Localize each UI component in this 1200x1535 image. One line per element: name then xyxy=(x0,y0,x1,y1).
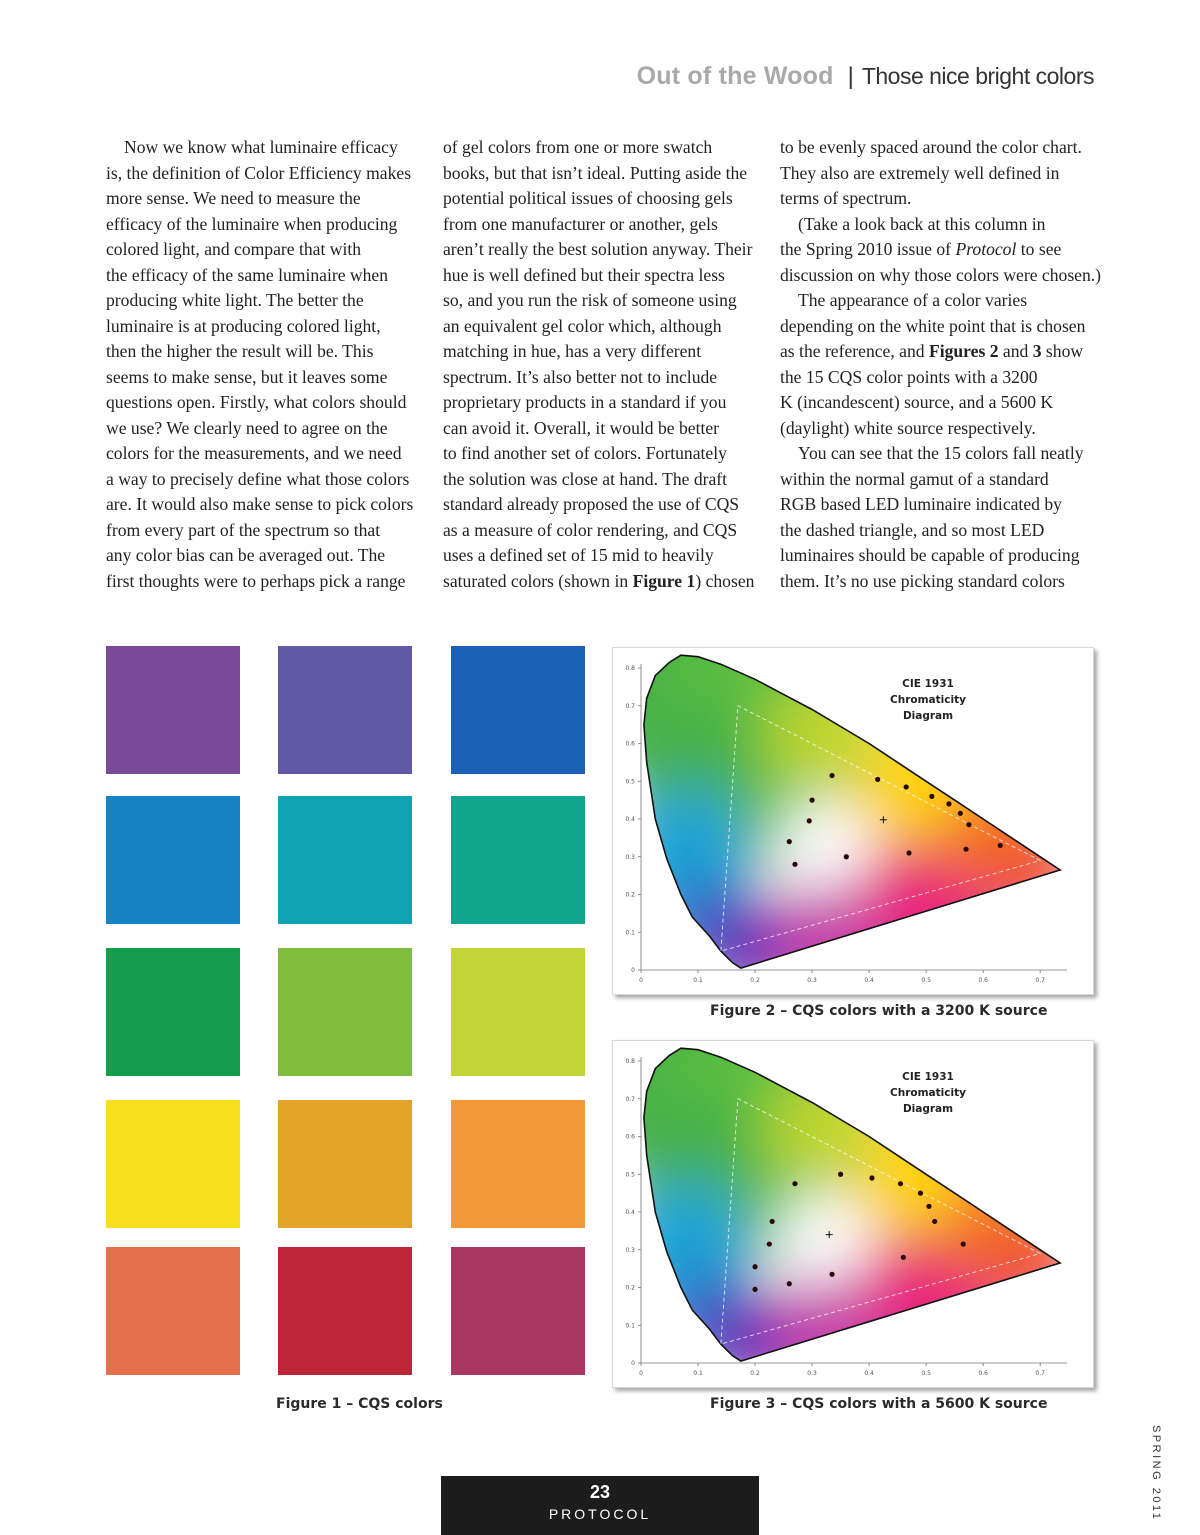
col2-line: standard already proposed the use of CQS xyxy=(443,494,740,514)
cqs-swatch xyxy=(451,948,585,1076)
cqs-swatch xyxy=(278,1100,412,1228)
col3-line: terms of spectrum. xyxy=(780,188,912,208)
cqs-swatch xyxy=(451,646,585,774)
cqs-swatch xyxy=(278,948,412,1076)
figure-3-ref: 3 xyxy=(1032,341,1042,361)
col2-line: spectrum. It’s also better not to include xyxy=(443,366,718,387)
col1-line: any color bias can be averaged out. The xyxy=(106,545,386,565)
cqs-swatch xyxy=(106,1247,240,1375)
col3-line: them. It’s no use picking standard colors xyxy=(780,570,1065,591)
col2-line: from one manufacturer or another, gels xyxy=(443,213,718,234)
cqs-color-point xyxy=(809,798,814,803)
cqs-color-point xyxy=(929,794,934,799)
col1-line: more sense. We need to measure the xyxy=(106,188,361,208)
running-header xyxy=(637,62,1094,91)
x-tick-label: 0.3 xyxy=(807,977,817,984)
x-tick-label: 0.7 xyxy=(1035,1370,1045,1377)
col2-line: potential political issues of choosing gels xyxy=(443,188,733,208)
col2-line: hue is well defined but their spectra less xyxy=(443,264,725,285)
publication-name: PROTOCOL xyxy=(548,1506,652,1522)
y-tick-label: 0.4 xyxy=(625,816,635,823)
cqs-color-point xyxy=(961,1241,966,1246)
x-tick-label: 0.5 xyxy=(921,977,931,984)
cqs-swatch xyxy=(106,948,240,1076)
y-tick-label: 0 xyxy=(631,1360,635,1367)
y-tick-label: 0.1 xyxy=(625,929,635,937)
col1-line: we use? We clearly need to agree on the xyxy=(106,417,388,438)
cqs-color-point xyxy=(829,773,834,778)
col1-line: from every part of the spectrum so that xyxy=(106,519,381,540)
col3-line: the dashed triangle, and so most LED xyxy=(780,519,1045,540)
col3-line xyxy=(780,339,1094,365)
diagram-title-line: CIE 1931 xyxy=(902,678,954,690)
col1-line: is, the definition of Color Efficiency makes xyxy=(106,162,412,183)
cie-diagram-3200k xyxy=(613,648,1093,994)
col1-line: colored light, and compare that with xyxy=(106,239,362,259)
col1-line: questions open. Firstly, what colors should xyxy=(106,392,407,412)
y-tick-label: 0.7 xyxy=(625,1095,635,1103)
cqs-color-point xyxy=(844,854,849,859)
y-tick-label: 0.5 xyxy=(625,778,635,786)
col1-line: the efficacy of the same luminaire when xyxy=(106,264,389,285)
page-footer xyxy=(441,1476,759,1535)
cqs-color-point xyxy=(958,811,963,816)
cqs-color-point xyxy=(963,847,968,852)
cqs-color-point xyxy=(767,1241,772,1246)
col3-line: (daylight) white source respectively. xyxy=(780,417,1036,438)
cqs-color-point xyxy=(869,1175,874,1180)
cqs-swatch xyxy=(278,646,412,774)
y-tick-label: 0.8 xyxy=(625,1058,635,1065)
col2-line: proprietary products in a standard if you xyxy=(443,392,727,412)
cqs-swatch xyxy=(106,646,240,774)
figure-2-caption: Figure 2 – CQS colors with a 3200 K source xyxy=(710,1003,1048,1019)
col2-line: aren’t really the best solution anyway. Their xyxy=(443,239,753,259)
cqs-color-point xyxy=(901,1255,906,1260)
x-tick-label: 0 xyxy=(639,977,643,984)
cqs-color-point xyxy=(807,818,812,823)
y-tick-label: 0.2 xyxy=(625,1284,635,1292)
cqs-color-point xyxy=(875,777,880,782)
col2-line: uses a defined set of 15 mid to heavily xyxy=(443,545,714,565)
cqs-color-point xyxy=(829,1272,834,1277)
col2-last-line xyxy=(443,569,757,595)
col3-line: You can see that the 15 colors fall neatly xyxy=(798,443,1084,463)
y-tick-label: 0.2 xyxy=(625,891,635,899)
cqs-swatch xyxy=(451,796,585,924)
header-separator: | xyxy=(847,63,854,90)
cqs-color-point xyxy=(946,801,951,806)
cqs-color-point xyxy=(918,1191,923,1196)
col3-line: to be evenly spaced around the color chart. xyxy=(780,137,1082,157)
section-title: Out of the Wood xyxy=(636,62,834,90)
col3-line: within the normal gamut of a standard xyxy=(780,468,1049,489)
cqs-color-point xyxy=(792,862,797,867)
col2-line: as a measure of color rendering, and CQS xyxy=(443,519,738,540)
cie-diagram-5600k xyxy=(613,1041,1093,1387)
cqs-color-point xyxy=(752,1264,757,1269)
x-tick-label: 0.4 xyxy=(864,1370,874,1377)
x-tick-label: 0.2 xyxy=(750,1370,760,1377)
col2-last-c: ) chosen xyxy=(695,570,755,591)
col3-line: discussion on why those colors were chosen.) xyxy=(780,264,1102,285)
col2-line: of gel colors from one or more swatch xyxy=(443,137,713,157)
col1-line: first thoughts were to perhaps pick a range xyxy=(106,570,406,591)
header-title: Those nice bright colors xyxy=(861,63,1094,89)
y-tick-label: 0.7 xyxy=(625,702,635,710)
col1-line: then the higher the result will be. This xyxy=(106,341,374,361)
col2-line: can avoid it. Overall, it would be better xyxy=(443,417,720,438)
y-tick-label: 0.3 xyxy=(625,1246,635,1254)
col1-line: seems to make sense, but it leaves some xyxy=(106,366,388,387)
chromaticity-gamut xyxy=(613,648,1074,994)
cqs-swatch xyxy=(278,1247,412,1375)
issue-season: SPRING 2011 xyxy=(1150,1425,1162,1522)
cqs-color-point xyxy=(998,843,1003,848)
figures-2-ref: Figures 2 xyxy=(928,341,999,361)
y-tick-label: 0.1 xyxy=(625,1322,635,1330)
cqs-color-point xyxy=(752,1287,757,1292)
x-tick-label: 0.4 xyxy=(864,977,874,984)
cqs-swatch xyxy=(106,796,240,924)
col2-line: to find another set of colors. Fortunately xyxy=(443,443,727,463)
col2-line: an equivalent gel color which, although xyxy=(443,315,722,336)
cqs-swatch xyxy=(451,1247,585,1375)
cqs-color-point xyxy=(932,1219,937,1224)
cqs-color-point xyxy=(792,1181,797,1186)
cqs-color-point xyxy=(770,1219,775,1224)
col3-line: luminaires should be capable of producing xyxy=(780,545,1080,565)
text-column-1 xyxy=(106,135,420,594)
col1-line: colors for the measurements, and we need xyxy=(106,443,402,463)
col1-line-0: Now we know what luminaire efficacy xyxy=(124,137,398,157)
y-tick-label: 0.4 xyxy=(625,1209,635,1216)
figure-1-ref: Figure 1 xyxy=(632,570,696,591)
text-column-3 xyxy=(780,135,1102,594)
col3-p3c-mid: and xyxy=(998,341,1033,361)
x-tick-label: 0.3 xyxy=(807,1370,817,1377)
cqs-color-point xyxy=(906,850,911,855)
col2-line: matching in hue, has a very different xyxy=(443,341,702,361)
figure-2-chromaticity xyxy=(612,647,1094,995)
cqs-swatch xyxy=(106,1100,240,1228)
diagram-title-line: CIE 1931 xyxy=(902,1071,954,1083)
col1-line: producing white light. The better the xyxy=(106,290,364,310)
col2-last-a: saturated colors (shown in xyxy=(443,570,633,591)
col2-line: the solution was close at hand. The draft xyxy=(443,468,728,489)
figure-3-caption: Figure 3 – CQS colors with a 5600 K source xyxy=(710,1396,1048,1412)
chromaticity-gamut xyxy=(613,1041,1074,1387)
cqs-color-point xyxy=(787,839,792,844)
col3-line: RGB based LED luminaire indicated by xyxy=(780,494,1062,514)
col1-line: are. It would also make sense to pick colors xyxy=(106,494,414,514)
figure-1-caption: Figure 1 – CQS colors xyxy=(276,1396,443,1412)
col2-line: books, but that isn’t ideal. Putting aside the xyxy=(443,162,748,183)
col2-line: so, and you run the risk of someone using xyxy=(443,290,737,310)
cqs-swatch xyxy=(451,1100,585,1228)
diagram-title-line: Diagram xyxy=(902,1103,954,1115)
x-tick-label: 0.5 xyxy=(921,1370,931,1377)
y-tick-label: 0.5 xyxy=(625,1171,635,1179)
y-tick-label: 0 xyxy=(631,967,635,974)
cqs-color-point xyxy=(838,1172,843,1177)
x-tick-label: 0.1 xyxy=(693,977,703,984)
col3-line: The appearance of a color varies xyxy=(798,290,1028,310)
x-tick-label: 0.6 xyxy=(978,977,988,984)
col3-line xyxy=(780,237,1094,263)
cqs-swatch xyxy=(278,796,412,924)
y-tick-label: 0.6 xyxy=(625,1133,635,1141)
protocol-italic: Protocol xyxy=(955,239,1017,259)
diagram-title-line: Chromaticity xyxy=(890,694,966,706)
col3-line: the 15 CQS color points with a 3200 xyxy=(780,366,1038,387)
x-tick-label: 0.7 xyxy=(1035,977,1045,984)
col3-line: depending on the white point that is chosen xyxy=(780,315,1086,336)
figure-3-chromaticity xyxy=(612,1040,1094,1388)
col3-line: K (incandescent) source, and a 5600 K xyxy=(780,392,1054,412)
diagram-title-line: Diagram xyxy=(902,710,954,722)
text-column-2 xyxy=(443,135,757,594)
col3-p2b-pre: the Spring 2010 issue of xyxy=(780,239,956,259)
col3-line: They also are extremely well defined in xyxy=(780,162,1060,183)
col1-line: efficacy of the luminaire when producing xyxy=(106,213,398,234)
page-number: 23 xyxy=(589,1482,611,1502)
x-tick-label: 0 xyxy=(639,1370,643,1377)
diagram-title-line: Chromaticity xyxy=(890,1087,966,1099)
col1-line: luminaire is at producing colored light, xyxy=(106,315,381,336)
cqs-color-point xyxy=(926,1204,931,1209)
col1-line: a way to precisely define what those colors xyxy=(106,468,410,489)
y-tick-label: 0.8 xyxy=(625,665,635,672)
cqs-color-point xyxy=(966,822,971,827)
y-tick-label: 0.6 xyxy=(625,740,635,748)
x-tick-label: 0.1 xyxy=(693,1370,703,1377)
cqs-color-point xyxy=(904,784,909,789)
x-tick-label: 0.6 xyxy=(978,1370,988,1377)
y-tick-label: 0.3 xyxy=(625,853,635,861)
cqs-color-swatches xyxy=(106,646,586,1380)
cqs-color-point xyxy=(787,1281,792,1286)
col3-p3c-pre: as the reference, and xyxy=(780,341,929,361)
col3-p2b-post: to see xyxy=(1016,239,1062,259)
col3-line: (Take a look back at this column in xyxy=(798,213,1046,234)
x-tick-label: 0.2 xyxy=(750,977,760,984)
cqs-color-point xyxy=(898,1181,903,1186)
col3-p3c-post: show xyxy=(1041,341,1084,361)
